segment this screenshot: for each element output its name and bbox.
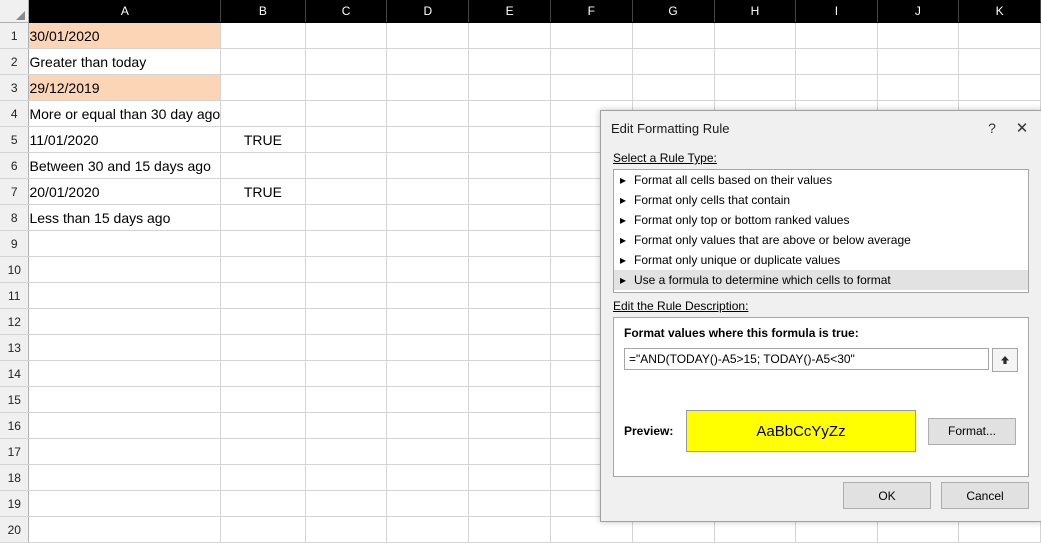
cell-b20[interactable]	[221, 517, 305, 543]
cell-e6[interactable]	[469, 153, 551, 179]
cell-a13[interactable]	[29, 335, 221, 361]
cell-c14[interactable]	[305, 361, 387, 387]
ok-button-label: OK	[878, 488, 896, 503]
dialog-footer	[843, 482, 1029, 509]
cell-a6[interactable]: Between 30 and 15 days ago	[29, 153, 221, 179]
cell-g1[interactable]	[632, 23, 714, 49]
cell-b18[interactable]	[221, 465, 305, 491]
cell-c12[interactable]	[305, 309, 387, 335]
row-header-17[interactable]: 17	[0, 439, 29, 465]
cell-e13[interactable]	[469, 335, 551, 361]
column-header-k[interactable]: K	[959, 0, 1041, 23]
cell-e17[interactable]	[469, 439, 551, 465]
column-header-i[interactable]: I	[796, 0, 877, 23]
cell-e8[interactable]	[469, 205, 551, 231]
row-header-10[interactable]: 10	[0, 257, 29, 283]
cell-d11[interactable]	[387, 283, 469, 309]
cell-b13[interactable]	[221, 335, 305, 361]
bullet-icon: ▸	[620, 253, 627, 267]
column-header-d[interactable]: D	[387, 0, 469, 23]
rule-type-item-0-label: Format all cells based on their values	[634, 173, 833, 187]
cell-c3[interactable]	[305, 75, 387, 101]
bullet-icon: ▸	[620, 213, 627, 227]
cell-c20[interactable]	[305, 517, 387, 543]
cell-d10[interactable]	[387, 257, 469, 283]
preview-text: AaBbCcYyZz	[756, 422, 846, 440]
cell-e14[interactable]	[469, 361, 551, 387]
formula-label: Format values where this formula is true:	[624, 326, 859, 340]
preview-label: Preview:	[624, 424, 674, 438]
rule-type-item-2-label: Format only top or bottom ranked values	[634, 213, 850, 227]
cell-c2[interactable]	[305, 49, 387, 75]
collapse-dialog-button[interactable]	[992, 348, 1018, 372]
close-icon[interactable]: ✕	[1015, 120, 1029, 137]
cancel-button-label: Cancel	[966, 488, 1004, 503]
column-header-row	[0, 0, 1041, 23]
cell-j1[interactable]	[877, 23, 959, 49]
formula-input[interactable]	[624, 348, 989, 370]
cell-a7[interactable]: 20/01/2020	[29, 179, 221, 205]
cell-b7[interactable]: TRUE	[221, 179, 305, 205]
row-header-2[interactable]: 2	[0, 49, 29, 75]
cell-c7[interactable]	[305, 179, 387, 205]
cell-g3[interactable]	[632, 75, 714, 101]
column-header-g[interactable]: G	[632, 0, 714, 23]
rule-type-item-5[interactable]	[614, 270, 1028, 290]
cell-d4[interactable]	[387, 101, 469, 127]
row-header-16[interactable]: 16	[0, 413, 29, 439]
rule-type-label-text: Select a Rule Type:	[613, 151, 717, 165]
cell-e4[interactable]	[469, 101, 551, 127]
collapse-arrow-icon	[999, 354, 1011, 366]
cell-c19[interactable]	[305, 491, 387, 517]
cell-c8[interactable]	[305, 205, 387, 231]
cell-e3[interactable]	[469, 75, 551, 101]
cell-a20[interactable]	[29, 517, 221, 543]
cell-a3[interactable]: 29/12/2019	[29, 75, 221, 101]
cell-a1[interactable]: 30/01/2020	[29, 23, 221, 49]
cell-e7[interactable]	[469, 179, 551, 205]
rule-type-item-3[interactable]	[614, 230, 1028, 250]
cell-a5[interactable]: 11/01/2020	[29, 127, 221, 153]
row-header-6[interactable]: 6	[0, 153, 29, 179]
cell-e18[interactable]	[469, 465, 551, 491]
format-button-label: Format...	[947, 424, 996, 438]
cell-c6[interactable]	[305, 153, 387, 179]
edit-formatting-rule-dialog[interactable]	[600, 110, 1041, 522]
cell-c18[interactable]	[305, 465, 387, 491]
row-header-7[interactable]: 7	[0, 179, 29, 205]
cell-e19[interactable]	[469, 491, 551, 517]
cell-c11[interactable]	[305, 283, 387, 309]
cell-h2[interactable]	[714, 49, 796, 75]
rule-type-item-5-label: Use a formula to determine which cells to format	[634, 273, 891, 287]
cell-d1[interactable]	[387, 23, 469, 49]
cell-b11[interactable]	[221, 283, 305, 309]
cell-j3[interactable]	[877, 75, 959, 101]
cell-e2[interactable]	[469, 49, 551, 75]
row-header-4[interactable]: 4	[0, 101, 29, 127]
table-row	[0, 75, 1041, 101]
cell-b12[interactable]	[221, 309, 305, 335]
select-all-corner[interactable]	[0, 0, 29, 23]
cell-e9[interactable]	[469, 231, 551, 257]
rule-type-item-1[interactable]	[614, 190, 1028, 210]
rule-type-list[interactable]	[613, 169, 1029, 293]
cell-e12[interactable]	[469, 309, 551, 335]
rule-type-item-1-label: Format only cells that contain	[634, 193, 791, 207]
cell-b9[interactable]	[221, 231, 305, 257]
cell-d7[interactable]	[387, 179, 469, 205]
row-header-19[interactable]: 19	[0, 491, 29, 517]
cell-k2[interactable]	[959, 49, 1041, 75]
cell-c17[interactable]	[305, 439, 387, 465]
row-header-14[interactable]: 14	[0, 361, 29, 387]
rule-description-label	[613, 299, 1029, 313]
cell-d15[interactable]	[387, 387, 469, 413]
cell-b8[interactable]	[221, 205, 305, 231]
cell-f3[interactable]	[550, 75, 632, 101]
dialog-title: Edit Formatting Rule	[611, 120, 730, 136]
cell-h1[interactable]	[714, 23, 796, 49]
column-header-c[interactable]: C	[305, 0, 387, 23]
row-header-9[interactable]: 9	[0, 231, 29, 257]
rule-type-label	[613, 151, 1029, 165]
column-header-h[interactable]: H	[714, 0, 796, 23]
column-header-b[interactable]: B	[221, 0, 305, 23]
cell-d16[interactable]	[387, 413, 469, 439]
cell-a12[interactable]	[29, 309, 221, 335]
cell-i2[interactable]	[796, 49, 877, 75]
cell-b19[interactable]	[221, 491, 305, 517]
cell-b5[interactable]: TRUE	[221, 127, 305, 153]
cell-a16[interactable]	[29, 413, 221, 439]
cell-a8[interactable]: Less than 15 days ago	[29, 205, 221, 231]
bullet-icon: ▸	[620, 233, 627, 247]
row-header-18[interactable]: 18	[0, 465, 29, 491]
cell-b15[interactable]	[221, 387, 305, 413]
cell-f1[interactable]	[550, 23, 632, 49]
cell-d13[interactable]	[387, 335, 469, 361]
select-all-triangle-icon	[16, 11, 25, 20]
cell-b1[interactable]	[221, 23, 305, 49]
cell-d2[interactable]	[387, 49, 469, 75]
cell-d19[interactable]	[387, 491, 469, 517]
column-header-e[interactable]: E	[469, 0, 551, 23]
row-header-11[interactable]: 11	[0, 283, 29, 309]
cell-a11[interactable]	[29, 283, 221, 309]
ok-button[interactable]	[843, 482, 931, 509]
cell-b16[interactable]	[221, 413, 305, 439]
bullet-icon: ▸	[620, 273, 627, 287]
cell-b10[interactable]	[221, 257, 305, 283]
bullet-icon: ▸	[620, 173, 627, 187]
cell-j2[interactable]	[877, 49, 959, 75]
preview-box	[686, 410, 916, 452]
cell-i3[interactable]	[796, 75, 877, 101]
cell-d6[interactable]	[387, 153, 469, 179]
dialog-body	[601, 151, 1041, 477]
cell-a4[interactable]: More or equal than 30 day ago	[29, 101, 221, 127]
cell-e1[interactable]	[469, 23, 551, 49]
cell-a2[interactable]: Greater than today	[29, 49, 221, 75]
cell-c13[interactable]	[305, 335, 387, 361]
cell-c5[interactable]	[305, 127, 387, 153]
cell-d17[interactable]	[387, 439, 469, 465]
cell-b4[interactable]	[221, 101, 305, 127]
rule-type-item-4[interactable]	[614, 250, 1028, 270]
cell-c15[interactable]	[305, 387, 387, 413]
row-header-5[interactable]: 5	[0, 127, 29, 153]
cell-d9[interactable]	[387, 231, 469, 257]
cell-d8[interactable]	[387, 205, 469, 231]
table-row	[0, 23, 1041, 49]
cell-a17[interactable]	[29, 439, 221, 465]
cell-g2[interactable]	[632, 49, 714, 75]
rule-type-item-4-label: Format only unique or duplicate values	[634, 253, 841, 267]
dialog-titlebar[interactable]	[601, 111, 1041, 145]
rule-type-item-2[interactable]	[614, 210, 1028, 230]
rule-type-item-0[interactable]	[614, 170, 1028, 190]
rule-description-label-text: Edit the Rule Description:	[613, 299, 749, 313]
row-header-15[interactable]: 15	[0, 387, 29, 413]
cell-d18[interactable]	[387, 465, 469, 491]
cell-k3[interactable]	[959, 75, 1041, 101]
rule-description-panel	[613, 317, 1029, 477]
cell-c4[interactable]	[305, 101, 387, 127]
cell-d14[interactable]	[387, 361, 469, 387]
rule-type-item-3-label: Format only values that are above or below average	[634, 233, 911, 247]
cell-f2[interactable]	[550, 49, 632, 75]
row-header-8[interactable]: 8	[0, 205, 29, 231]
cell-b3[interactable]	[221, 75, 305, 101]
help-icon[interactable]: ?	[988, 120, 996, 136]
cell-d3[interactable]	[387, 75, 469, 101]
cell-d20[interactable]	[387, 517, 469, 543]
cell-c1[interactable]	[305, 23, 387, 49]
cell-b17[interactable]	[221, 439, 305, 465]
cell-a10[interactable]	[29, 257, 221, 283]
cell-e5[interactable]	[469, 127, 551, 153]
row-header-3[interactable]: 3	[0, 75, 29, 101]
cell-e16[interactable]	[469, 413, 551, 439]
cancel-button[interactable]	[941, 482, 1029, 509]
cell-a14[interactable]	[29, 361, 221, 387]
table-row	[0, 49, 1041, 75]
format-button[interactable]	[928, 418, 1016, 445]
cell-b6[interactable]	[221, 153, 305, 179]
formula-row	[624, 348, 1018, 372]
cell-b2[interactable]	[221, 49, 305, 75]
cell-i1[interactable]	[796, 23, 877, 49]
cell-b14[interactable]	[221, 361, 305, 387]
column-header-f[interactable]: F	[550, 0, 632, 23]
column-header-j[interactable]: J	[877, 0, 959, 23]
cell-e20[interactable]	[469, 517, 551, 543]
cell-a19[interactable]	[29, 491, 221, 517]
cell-e11[interactable]	[469, 283, 551, 309]
row-header-12[interactable]: 12	[0, 309, 29, 335]
cell-a15[interactable]	[29, 387, 221, 413]
column-header-a[interactable]: A	[29, 0, 221, 23]
cell-e10[interactable]	[469, 257, 551, 283]
cell-d12[interactable]	[387, 309, 469, 335]
row-header-20[interactable]: 20	[0, 517, 29, 543]
preview-row	[624, 410, 1018, 452]
bullet-icon: ▸	[620, 193, 627, 207]
cell-c16[interactable]	[305, 413, 387, 439]
cell-h3[interactable]	[714, 75, 796, 101]
cell-d5[interactable]	[387, 127, 469, 153]
cell-a18[interactable]	[29, 465, 221, 491]
row-header-13[interactable]: 13	[0, 335, 29, 361]
cell-c10[interactable]	[305, 257, 387, 283]
cell-c9[interactable]	[305, 231, 387, 257]
row-header-1[interactable]: 1	[0, 23, 29, 49]
cell-e15[interactable]	[469, 387, 551, 413]
cell-a9[interactable]	[29, 231, 221, 257]
cell-k1[interactable]	[959, 23, 1041, 49]
